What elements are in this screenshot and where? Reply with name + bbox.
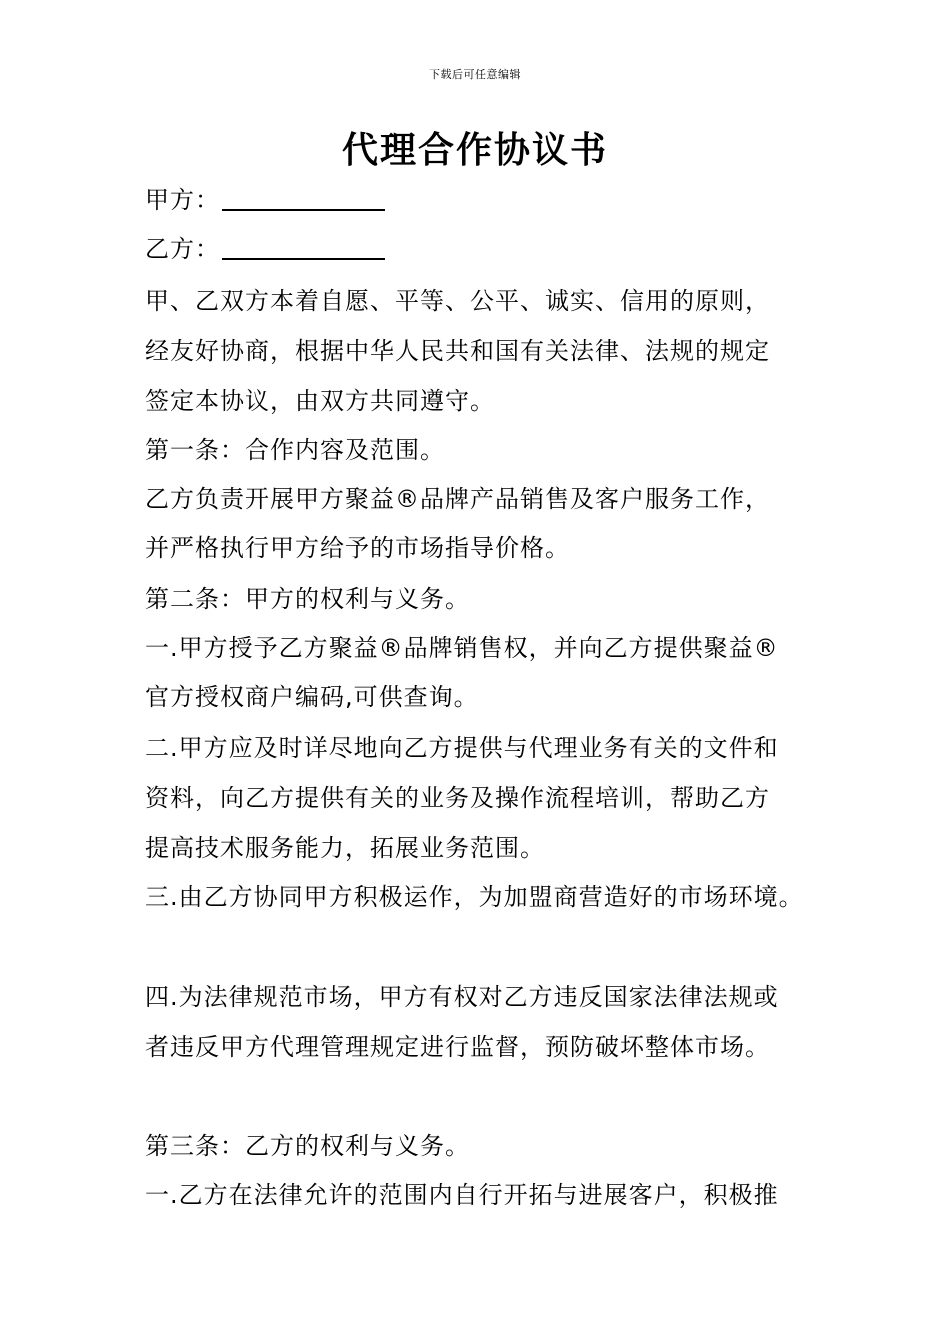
preamble-line: 签定本协议，由双方共同遵守。 xyxy=(145,387,495,415)
party-b-line xyxy=(145,232,385,266)
article-heading: 第二条：甲方的权利与义务。 xyxy=(145,585,470,613)
header-note: 下载后可任意编辑 xyxy=(429,68,521,81)
article-text-line: 乙方负责开展甲方聚益®品牌产品销售及客户服务工作， xyxy=(145,485,770,513)
party-b-blank xyxy=(222,236,385,260)
clause-line: 一.甲方授予乙方聚益®品牌销售权，并向乙方提供聚益® xyxy=(145,634,779,662)
article-heading: 第一条：合作内容及范围。 xyxy=(145,436,445,464)
clause-line: 四.为法律规范市场，甲方有权对乙方违反国家法律法规或 xyxy=(145,983,779,1011)
party-b-label: 乙方： xyxy=(145,235,220,263)
party-a-blank xyxy=(222,187,385,211)
article-heading: 第三条：乙方的权利与义务。 xyxy=(145,1132,470,1160)
preamble-line: 甲、乙双方本着自愿、平等、公平、诚实、信用的原则， xyxy=(145,287,770,315)
clause-line: 一.乙方在法律允许的范围内自行开拓与进展客户，积极推 xyxy=(145,1181,779,1209)
clause-line: 提高技术服务能力，拓展业务范围。 xyxy=(145,834,545,862)
preamble-line: 经友好协商，根据中华人民共和国有关法律、法规的规定 xyxy=(145,337,770,365)
document-title: 代理合作协议书 xyxy=(341,130,608,171)
clause-line: 者违反甲方代理管理规定进行监督，预防破坏整体市场。 xyxy=(145,1033,770,1061)
party-a-line xyxy=(145,183,385,217)
clause-line: 官方授权商户编码,可供查询。 xyxy=(145,683,479,711)
article-text-line: 并严格执行甲方给予的市场指导价格。 xyxy=(145,534,570,562)
clause-line: 三.由乙方协同甲方积极运作，为加盟商营造好的市场环境。 xyxy=(145,883,804,911)
clause-line: 二.甲方应及时详尽地向乙方提供与代理业务有关的文件和 xyxy=(145,734,779,762)
clause-line: 资料，向乙方提供有关的业务及操作流程培训，帮助乙方 xyxy=(145,784,770,812)
party-a-label: 甲方： xyxy=(145,186,220,214)
